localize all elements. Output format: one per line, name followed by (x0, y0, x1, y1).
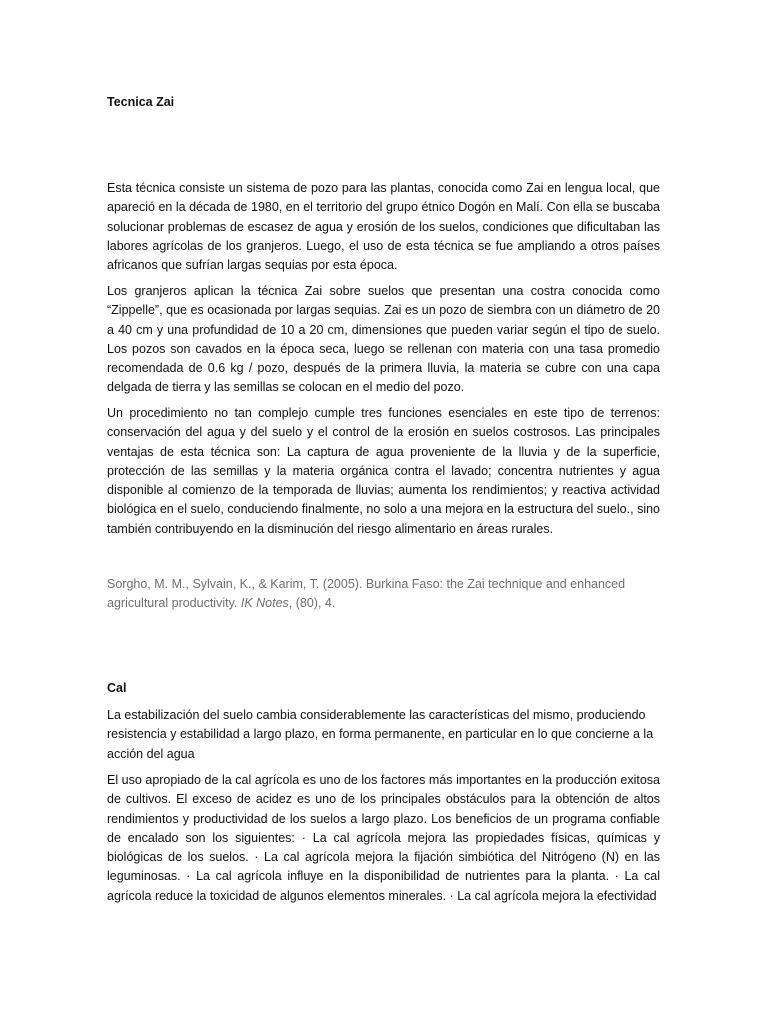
paragraph-cal-stabilization: La estabilización del suelo cambia considerablemente las características del mismo, produciendo resistencia y estabilidad a largo plazo, en forma permanente, en particular en lo que concierne a la acción del agua (107, 708, 654, 761)
paragraph-zai-intro: Esta técnica consiste un sistema de pozo para las plantas, conocida como Zai en lengua local, que apareció en la década de 1980, en el territorio del grupo étnico Dogón en Malí. Con ella se buscaba solucionar problemas de escasez de agua y erosión de los suelos, condiciones que dificultaban las labores agrícolas de los granjeros. Luego, el uso de esta técnica se fue ampliando a otros países africanos que sufrían largas sequias por esta época. (107, 181, 660, 273)
paragraph-zai-benefits: Un procedimiento no tan complejo cumple tres funciones esenciales en este tipo de terrenos: conservación del agua y del suelo y el control de la erosión en suelos costrosos. Las principales ventajas de esta técnica son: La captura de agua proveniente de la lluvia y de la superficie, protección de las semillas y la materia orgánica contra el lavado; concentra nutrientes y agua disponible al comienzo de la temporada de lluvias; aumenta los rendimientos; y reactiva actividad biológica en el suelo, conduciendo finalmente, no solo a una mejora en la estructura del suelo., sino también contribuyendo en la disminución del riesgo alimentario en áreas rurales. (107, 406, 660, 536)
reference-journal: IK Notes (240, 595, 289, 610)
section-title-zai: Tecnica Zai (107, 95, 175, 109)
paragraph-cal-benefits: El uso apropiado de la cal agrícola es uno de los factores más importantes en la producción exitosa de cultivos. El exceso de acidez es uno de los principales obstáculos para la obtención de altos rendimientos y productividad de los suelos a largo plazo. Los beneficios de un programa confiable de encalado son los siguientes: · La cal agrícola mejora las propiedades físicas, químicas y biológicas de los suelos. · La cal agrícola mejora la fijación simbiótica del Nitrógeno (N) en las leguminosas. · La cal agrícola influye en la disponibilidad de nutrientes para la planta. · La cal agrícola reduce la toxicidad de algunos elementos minerales. · La cal agrícola mejora la efectividad (107, 773, 660, 903)
section-title-cal: Cal (107, 681, 127, 695)
reference-authors-title: Sorgho, M. M., Sylvain, K., & Karim, T. (2005). Burkina Faso: the Zai technique and enhanced agricultural productivity. (107, 577, 626, 610)
document-page (107, 0, 660, 1024)
reference-issue: , (80), 4. (288, 595, 336, 610)
bibliographic-reference (107, 575, 660, 612)
paragraph-zai-method: Los granjeros aplican la técnica Zai sobre suelos que presentan una costra conocida como “Zippelle”, que es ocasionada por largas sequias. Zai es un pozo de siembra con un diámetro de 20 a 40 cm y una profundidad de 10 a 20 cm, dimensiones que pueden variar según el tipo de suelo. Los pozos son cavados en la época seca, luego se rellenan con materia con una tasa promedio recomendada de 0.6 kg / pozo, después de la primera lluvia, la materia se cubre con una capa delgada de tierra y las semillas se colocan en el medio del pozo. (107, 284, 660, 395)
